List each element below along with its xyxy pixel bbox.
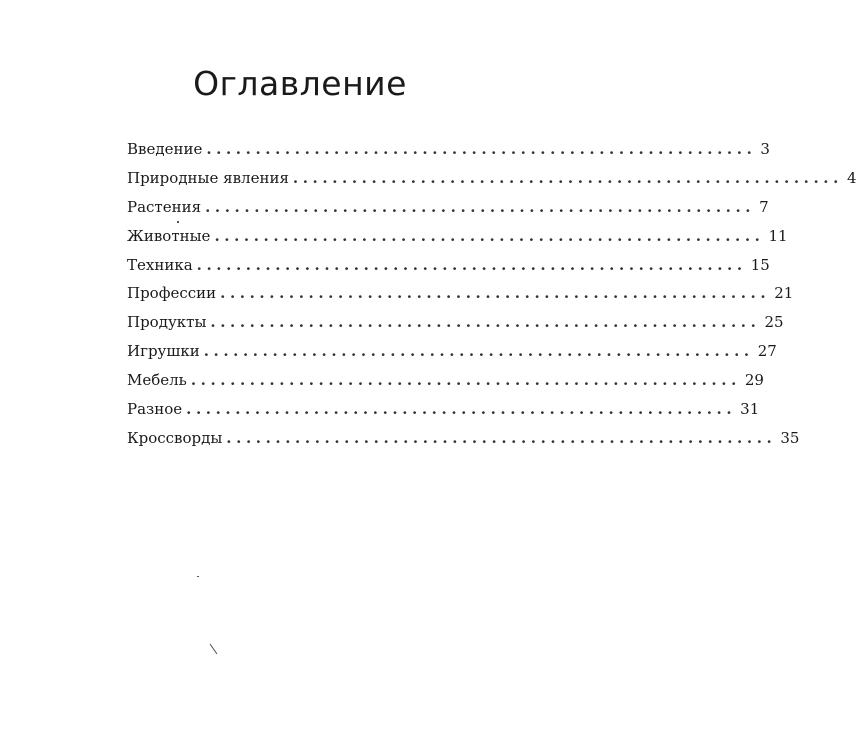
toc-entry[interactable] bbox=[127, 395, 760, 424]
dot-leader: ........................................................ bbox=[226, 428, 777, 447]
scan-speck bbox=[197, 576, 199, 577]
toc-entry[interactable] bbox=[127, 279, 794, 308]
toc-entry[interactable] bbox=[127, 193, 769, 222]
dot-leader: ........................................................ bbox=[214, 226, 765, 245]
dot-leader: ........................................................ bbox=[220, 284, 771, 303]
dot-leader: ........................................................ bbox=[205, 197, 756, 216]
toc-entry[interactable] bbox=[127, 337, 777, 366]
toc-entry-page: 35 bbox=[780, 428, 800, 447]
toc-entry[interactable] bbox=[127, 135, 770, 164]
toc-entry-page: 21 bbox=[774, 284, 794, 303]
toc-entry-page: 4 bbox=[846, 168, 857, 187]
toc-entry-label: Профессии bbox=[127, 284, 217, 303]
dot-leader: ........................................................ bbox=[196, 255, 747, 274]
toc-entry-page: 29 bbox=[744, 371, 764, 390]
dot-leader: ........................................................ bbox=[190, 371, 741, 390]
dot-leader: ........................................................ bbox=[292, 168, 843, 187]
toc-entry[interactable] bbox=[127, 424, 800, 453]
toc-entry-label: Введение bbox=[127, 140, 203, 158]
toc-entry-label: Растения bbox=[127, 197, 202, 216]
toc-entry[interactable] bbox=[127, 251, 770, 280]
toc-entry-label: Природные явления bbox=[127, 168, 289, 187]
table-of-contents bbox=[127, 135, 857, 453]
toc-entry-page: 31 bbox=[740, 400, 760, 419]
dot-leader: ........................................................ bbox=[206, 140, 757, 158]
scan-speck bbox=[177, 221, 179, 223]
toc-entry-label: Кроссворды bbox=[127, 428, 223, 447]
toc-entry-label: Техника bbox=[127, 255, 193, 274]
toc-entry-label: Игрушки bbox=[127, 342, 200, 361]
toc-entry-page: 15 bbox=[750, 255, 770, 274]
toc-entry-page: 27 bbox=[757, 342, 777, 361]
dot-leader: ........................................................ bbox=[210, 313, 761, 332]
toc-entry-page: 11 bbox=[768, 226, 788, 245]
toc-entry[interactable] bbox=[127, 366, 764, 395]
toc-entry[interactable] bbox=[127, 222, 788, 251]
toc-entry-page: 3 bbox=[760, 140, 770, 158]
dot-leader: ........................................................ bbox=[203, 342, 754, 361]
toc-entry[interactable] bbox=[127, 308, 784, 337]
toc-entry[interactable] bbox=[127, 164, 857, 193]
toc-entry-page: 7 bbox=[759, 197, 769, 216]
toc-entry-label: Продукты bbox=[127, 313, 207, 332]
dot-leader: ........................................................ bbox=[186, 400, 737, 419]
page-title: Оглавление bbox=[193, 64, 407, 103]
toc-entry-page: 25 bbox=[764, 313, 784, 332]
toc-entry-label: Разное bbox=[127, 400, 183, 419]
toc-entry-label: Животные bbox=[127, 226, 211, 245]
scan-speck bbox=[210, 644, 218, 654]
toc-entry-label: Мебель bbox=[127, 371, 187, 390]
